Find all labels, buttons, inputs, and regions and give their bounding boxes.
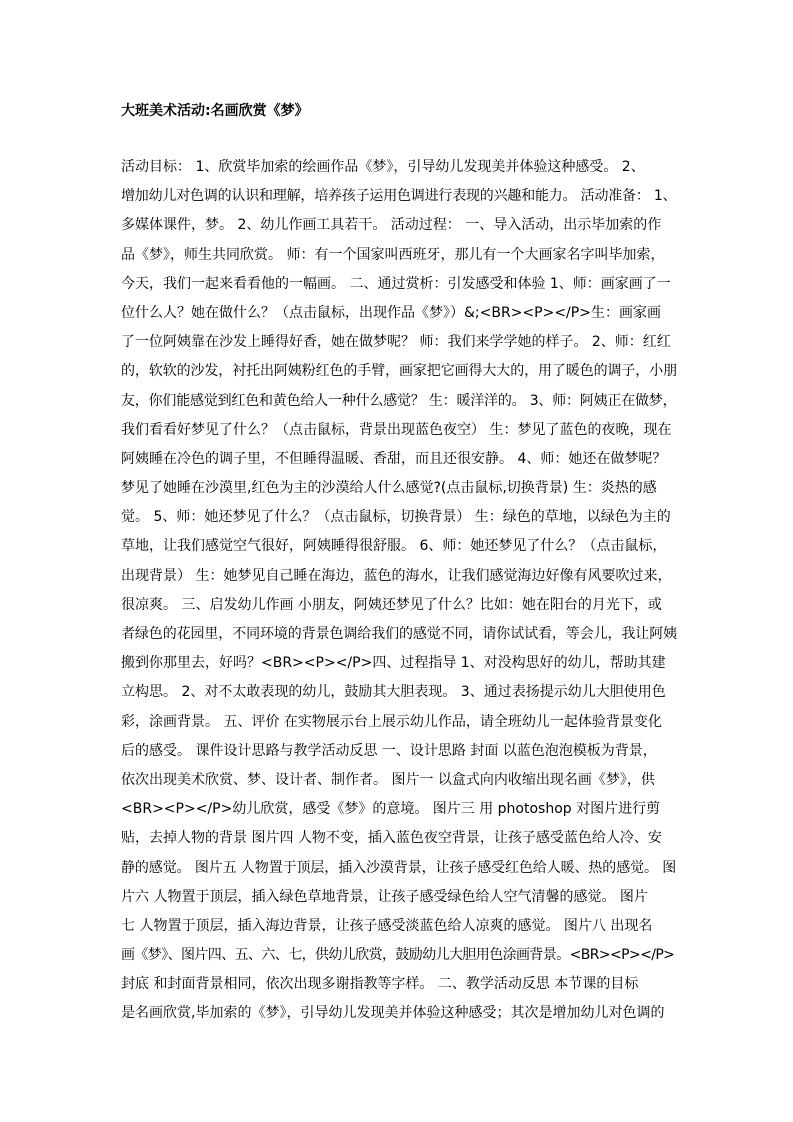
body-line: 搬到你那里去，好吗？<BR><P></P>四、过程指导 1、对没构思好的幼儿，帮助其建 <box>121 655 666 672</box>
body-line: 我们看看好梦见了什么？（点击鼠标，背景出现蓝色夜空） 生：梦见了蓝色的夜晚，现在 <box>121 421 672 438</box>
body-line: 立构思。 2、对不太敢表现的幼儿，鼓励其大胆表现。 3、通过表扬提示幼儿大胆使用色 <box>121 684 666 701</box>
body-line: 后的感受。 课件设计思路与教学活动反思 一、设计思路 封面 以蓝色泡泡模板为背景， <box>121 742 657 759</box>
body-line: 了一位阿姨靠在沙发上睡得好香，她在做梦呢？ 师：我们来学学她的样子。 2、师：红红 <box>121 334 671 351</box>
document-title: 大班美术活动:名画欣赏《梦》 <box>121 103 309 119</box>
body-line: 的，软软的沙发，衬托出阿姨粉红色的手臂，画家把它画得大大的，用了暖色的调子，小朋 <box>121 363 677 380</box>
body-line: 贴，去掉人物的背景 图片四 人物不变，插入蓝色夜空背景，让孩子感受蓝色给人冷、安 <box>121 830 662 847</box>
body-line: 封底 和封面背景相同，依次出现多谢指教等字样。 二、教学活动反思 本节课的目标 <box>121 976 639 993</box>
body-line: 出现背景） 生：她梦见自己睡在海边，蓝色的海水，让我们感觉海边好像有风要吹过来， <box>121 567 672 584</box>
body-line: 今天，我们一起来看看他的一幅画。 二、通过赏析：引发感受和体验 1、师：画家画了一 <box>121 275 671 292</box>
body-line: 七 人物置于顶层，插入海边背景，让孩子感受淡蓝色给人凉爽的感觉。 图片八 出现名 <box>121 917 653 934</box>
body-line: 很凉爽。 三、启发幼儿作画 小朋友，阿姨还梦见了什么？比如：她在阳台的月光下，或 <box>121 596 662 613</box>
body-line: 品《梦》，师生共同欣赏。 师：有一个国家叫西班牙，那儿有一个大画家名字叫毕加索， <box>121 246 665 263</box>
body-line: 依次出现美术欣赏、梦、设计者、制作者。 图片一 以盒式向内收缩出现名画《梦》，供 <box>121 771 655 788</box>
body-line: 静的感觉。 图片五 人物置于顶层，插入沙漠背景，让孩子感受红色给人暖、热的感觉。 图 <box>121 859 677 876</box>
body-line: 画《梦》、图片四、五、六、七，供幼儿欣赏，鼓励幼儿大胆用色涂画背景。<BR><P></P> <box>121 947 675 964</box>
body-line: 增加幼儿对色调的认识和理解，培养孩子运用色调进行表现的兴趣和能力。 活动准备： 1、 <box>121 188 677 205</box>
body-line: 者绿色的花园里，不同环境的背景色调给我们的感觉不同，请你试试看，等会儿，我让阿姨 <box>121 626 677 642</box>
body-line: 多媒体课件，梦。 2、幼儿作画工具若干。 活动过程： 一、导入活动，出示毕加索的作 <box>121 217 662 234</box>
body-line: 片六 人物置于顶层，插入绿色草地背景，让孩子感受绿色给人空气清馨的感觉。 图片 <box>121 888 648 905</box>
body-line: 是名画欣赏,毕加索的《梦》，引导幼儿发现美并体验这种感受；其次是增加幼儿对色调的 <box>121 1005 665 1022</box>
body-line: 位什么人？她在做什么？（点击鼠标，出现作品《梦》）&;<BR><P></P>生：画家画 <box>121 304 661 321</box>
document-body <box>121 153 677 1029</box>
body-line: <BR><P></P>幼儿欣赏，感受《梦》的意境。 图片三 用 photoshop 对图片进行剪 <box>121 801 661 818</box>
body-line: 活动目标： 1、欣赏毕加索的绘画作品《梦》，引导幼儿发现美并体验这种感受。 2、 <box>121 159 645 175</box>
body-line: 友，你们能感觉到红色和黄色给人一种什么感觉？ 生：暖洋洋的。 3、师：阿姨正在做梦， <box>121 392 677 409</box>
body-line: 觉。 5、师：她还梦见了什么？（点击鼠标，切换背景） 生：绿色的草地，以绿色为主的 <box>121 509 671 526</box>
body-line: 彩，涂画背景。 五、评价 在实物展示台上展示幼儿作品，请全班幼儿一起体验背景变化 <box>121 713 662 730</box>
body-line: 草地，让我们感觉空气很好，阿姨睡得很舒服。 6、师：她还梦见了什么？（点击鼠标， <box>121 538 667 555</box>
body-line: 阿姨睡在冷色的调子里，不但睡得温暖、香甜，而且还很安静。 4、师：她还在做梦呢？ <box>121 450 667 467</box>
body-line: 梦见了她睡在沙漠里,红色为主的沙漠给人什么感觉?(点击鼠标,切换背景) 生：炎热的感 <box>121 480 657 497</box>
